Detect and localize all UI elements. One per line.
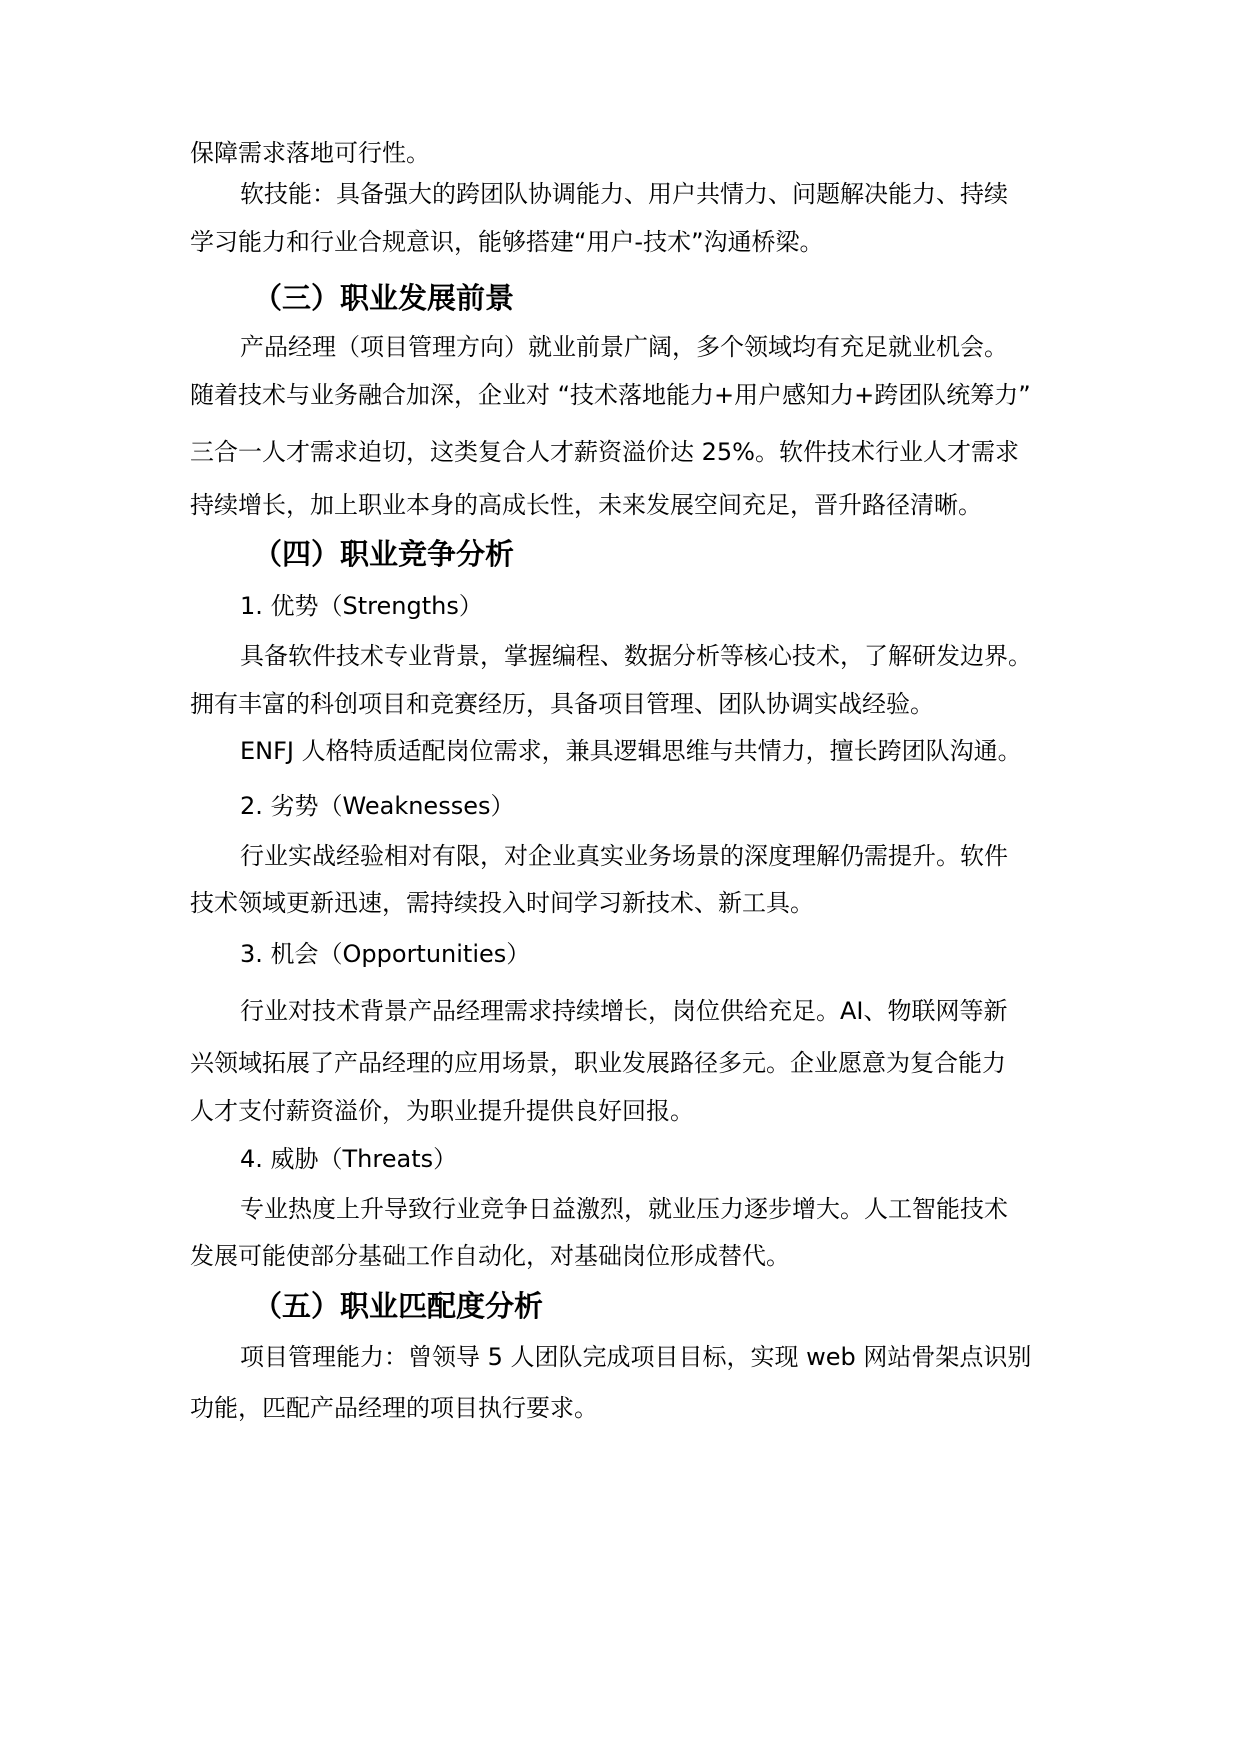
subsection-title: 3. 机会（Opportunities） bbox=[240, 940, 531, 968]
paragraph-line: 随着技术与业务融合加深，企业对 “技术落地能力+用户感知力+跨团队统筹力” bbox=[190, 381, 1031, 409]
paragraph-line: 兴领域拓展了产品经理的应用场景，职业发展路径多元。企业愿意为复合能力 bbox=[190, 1049, 1006, 1077]
subsection-title: 2. 劣势（Weaknesses） bbox=[240, 792, 515, 820]
paragraph-line: 发展可能使部分基础工作自动化，对基础岗位形成替代。 bbox=[190, 1242, 790, 1270]
paragraph-line: 三合一人才需求迫切，这类复合人才薪资溢价达 25%。软件技术行业人才需求 bbox=[190, 438, 1019, 466]
paragraph-line: 具备软件技术专业背景，掌握编程、数据分析等核心技术，了解研发边界。 bbox=[240, 642, 1032, 670]
section-heading-5: （五）职业匹配度分析 bbox=[253, 1289, 544, 1323]
paragraph-line: 功能，匹配产品经理的项目执行要求。 bbox=[190, 1394, 598, 1422]
paragraph-line: 人才支付薪资溢价，为职业提升提供良好回报。 bbox=[190, 1097, 694, 1125]
paragraph-line: 行业对技术背景产品经理需求持续增长，岗位供给充足。AI、物联网等新 bbox=[240, 997, 1008, 1025]
paragraph-line: 专业热度上升导致行业竞争日益激烈，就业压力逐步增大。人工智能技术 bbox=[240, 1195, 1008, 1223]
paragraph-line: 保障需求落地可行性。 bbox=[190, 139, 430, 167]
paragraph-line: ENFJ 人格特质适配岗位需求，兼具逻辑思维与共情力，擅长跨团队沟通。 bbox=[240, 737, 1022, 765]
subsection-title: 1. 优势（Strengths） bbox=[240, 592, 483, 620]
paragraph-line: 软技能：具备强大的跨团队协调能力、用户共情力、问题解决能力、持续 bbox=[240, 180, 1008, 208]
section-heading-4: （四）职业竞争分析 bbox=[253, 537, 515, 571]
paragraph-line: 学习能力和行业合规意识，能够搭建“用户-技术”沟通桥梁。 bbox=[190, 228, 824, 256]
subsection-title: 4. 威胁（Threats） bbox=[240, 1145, 458, 1173]
paragraph-line: 拥有丰富的科创项目和竞赛经历，具备项目管理、团队协调实战经验。 bbox=[190, 690, 934, 718]
section-heading-3: （三）职业发展前景 bbox=[253, 281, 515, 315]
paragraph-line: 技术领域更新迅速，需持续投入时间学习新技术、新工具。 bbox=[190, 889, 814, 917]
paragraph-line: 产品经理（项目管理方向）就业前景广阔，多个领域均有充足就业机会。 bbox=[240, 333, 1008, 361]
paragraph-line: 行业实战经验相对有限，对企业真实业务场景的深度理解仍需提升。软件 bbox=[240, 842, 1008, 870]
paragraph-line: 项目管理能力：曾领导 5 人团队完成项目目标，实现 web 网站骨架点识别 bbox=[240, 1343, 1032, 1371]
paragraph-line: 持续增长，加上职业本身的高成长性，未来发展空间充足，晋升路径清晰。 bbox=[190, 491, 982, 519]
